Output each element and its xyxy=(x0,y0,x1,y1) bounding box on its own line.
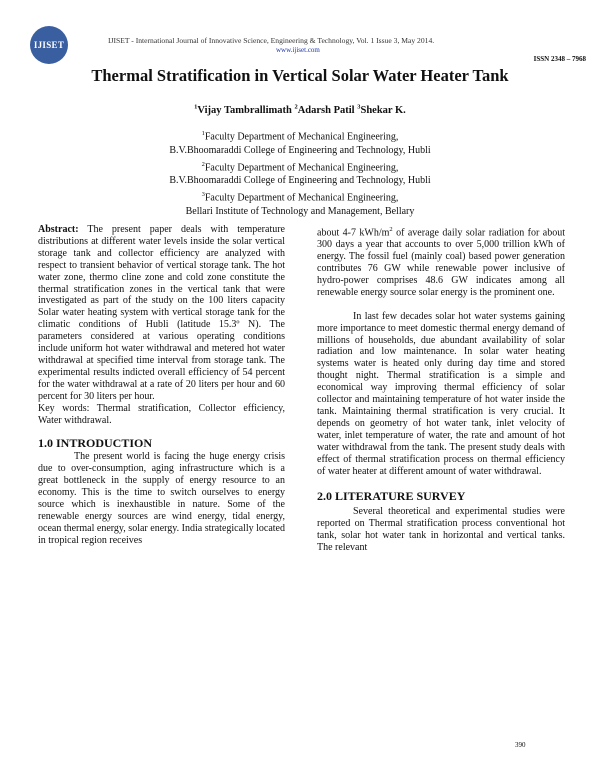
page-number: 390 xyxy=(515,741,526,749)
author-list xyxy=(0,103,600,116)
affiliations xyxy=(0,127,600,219)
paper-title: Thermal Stratification in Vertical Solar Water Heater Tank xyxy=(91,66,509,85)
section-heading-literature: 2.0 LITERATURE SURVEY xyxy=(317,489,466,504)
journal-citation: IJISET - International Journal of Innovative Science, Engineering & Technology, Vol. 1 Issue 3, May 2014. xyxy=(108,36,435,45)
author: $^1$Vijay Tambrallimath xyxy=(194,103,292,116)
intro-paragraph: In last few decades solar hot water systems gaining more importance to meet domestic thermal energy demand of millions of households, due abundant availability of solar radiation and low maintenance. In solar water heating systems water is heated only during day time and stored thought night. Thermal stratification is a simple and economical way improving thermal efficiency of solar collector and maintaining temperature of hot water inside the tank. Maintaining thermal stratification is very crucial. It depends on geometry of hot water tank, inlet velocity of water, inlet temperature of water, the rate and amount of hot water withdrawal from the tank. The present study deals with effect of thermal stratification process on thermal efficiency of water heater at different amount of water withdrawal. xyxy=(317,310,565,477)
affiliation-dept: $^2$Faculty Department of Mechanical Engineering, xyxy=(201,160,399,173)
abstract-label: Abstract: xyxy=(38,224,79,235)
keywords: Key words: Thermal stratification, Collector efficiency, Water withdrawal. xyxy=(38,402,285,426)
author: $^3$Shekar K. xyxy=(357,103,406,116)
author: $^2$Adarsh Patil xyxy=(294,103,355,116)
section-heading-introduction: 1.0 INTRODUCTION xyxy=(38,436,153,451)
affiliation-institute: Bellari Institute of Technology and Management, Bellary xyxy=(185,205,415,217)
right-column xyxy=(317,224,565,554)
journal-logo: IJISET xyxy=(30,26,68,64)
affiliation-institute: B.V.Bhoomaraddi College of Engineering and Technology, Hubli xyxy=(169,144,431,156)
intro-paragraph-continued: about 4-7 kWh/$m^2$ of average daily solar radiation for about 300 days a year that accounts to over 5,000 trillion kWh of energy. The fossil fuel (mainly coal) based power generation contributes 76 GW while renewable power inclusive of hydro-power comprises 48.6 GW indicates among all renewable energy source solar energy is the prominent one. xyxy=(317,226,565,298)
abstract-text: The present paper deals with temperature distributions at different water levels inside the solar vertical storage tank and collector efficiency are analyzed with respect to transient behavior of vertical storage tank. The hot water zone, thermo cline zone and cold zone constitute the thermal stratification zones in the vertical tank that were investigated as part of the study on the 100 liters capacity Solar water heating system with vertical storage tank for the climatic conditions of Hubli (latitude 15.3º N). The parameters considered at various operating conditions include uniform hot water withdrawal and metered hot water withdrawal at specified time interval from storage tank. The experimental results indicted overall efficiency of 54 percent for the water withdrawal at a rate of 20 liters per hour and 60 percent for 30 liters per hour. xyxy=(38,224,285,402)
affiliation-institute: B.V.Bhoomaraddi College of Engineering and Technology, Hubli xyxy=(169,175,431,187)
issn-label: ISSN 2348 – 7968 xyxy=(533,55,586,63)
literature-paragraph: Several theoretical and experimental studies were reported on Thermal stratification process conventional hot tank, solar hot water tank in horizontal and vertical tanks. The relevant xyxy=(317,506,565,554)
left-column xyxy=(38,224,285,547)
journal-url-link[interactable]: www.ijiset.com xyxy=(276,46,320,54)
affiliation-dept: $^3$Faculty Department of Mechanical Engineering, xyxy=(201,191,399,204)
abstract-paragraph xyxy=(38,224,285,403)
intro-paragraph: The present world is facing the huge energy crisis due to over-consumption, aging infrastructure which is a great bottleneck in the supply of energy resource to an economy. This is the time to switch ourselves to energy source which is inexhaustible in nature. Some of the renewable energy sources are wind energy, tidal energy, ocean thermal energy, solar energy. India strategically located in tropical region receives xyxy=(38,451,285,546)
affiliation-dept: $^1$Faculty Department of Mechanical Engineering, xyxy=(201,130,399,143)
